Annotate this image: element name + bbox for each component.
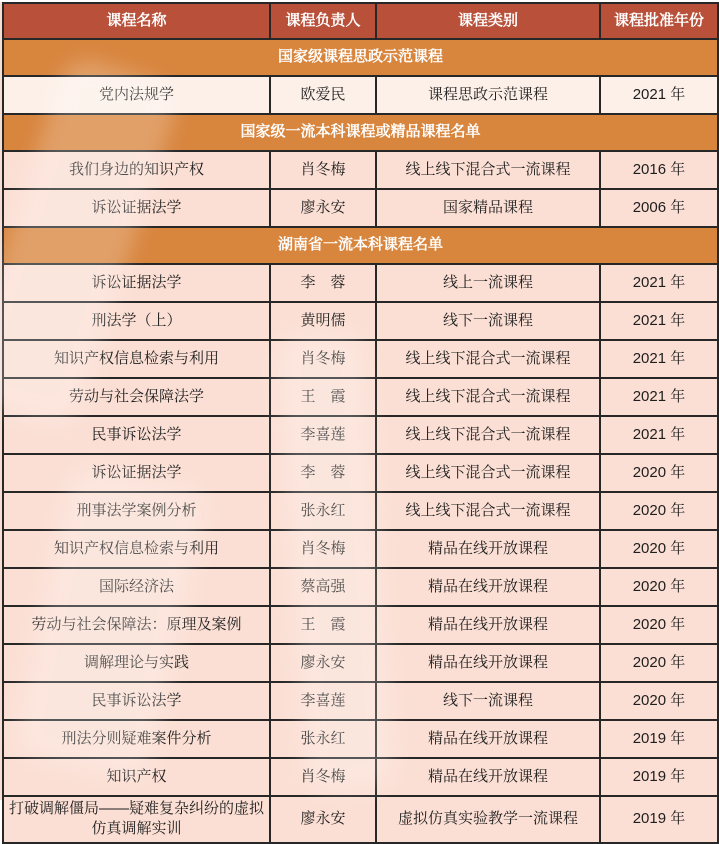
course-name-cell: 劳动与社会保障法：原理及案例 <box>3 606 270 644</box>
course-leader-cell: 欧爱民 <box>270 76 376 114</box>
section-title: 国家级课程思政示范课程 <box>3 39 718 76</box>
course-name-cell: 知识产权信息检索与利用 <box>3 340 270 378</box>
section-title: 国家级一流本科课程或精品课程名单 <box>3 114 718 151</box>
table-row <box>3 682 718 720</box>
course-leader-cell: 肖冬梅 <box>270 340 376 378</box>
approval-year-cell: 2021 年 <box>600 76 718 114</box>
course-category-cell: 线下一流课程 <box>376 682 600 720</box>
table-row <box>3 302 718 340</box>
column-header-1: 课程负责人 <box>270 3 376 39</box>
course-leader-cell: 蔡高强 <box>270 568 376 606</box>
course-category-cell: 课程思政示范课程 <box>376 76 600 114</box>
approval-year-cell: 2021 年 <box>600 302 718 340</box>
course-category-cell: 线上线下混合式一流课程 <box>376 416 600 454</box>
course-name-cell: 国际经济法 <box>3 568 270 606</box>
table-row <box>3 606 718 644</box>
table-row <box>3 644 718 682</box>
table-row <box>3 492 718 530</box>
course-name-cell: 调解理论与实践 <box>3 644 270 682</box>
course-leader-cell: 廖永安 <box>270 189 376 227</box>
course-leader-cell: 肖冬梅 <box>270 758 376 796</box>
approval-year-cell: 2021 年 <box>600 416 718 454</box>
course-leader-cell: 王 霞 <box>270 606 376 644</box>
course-category-cell: 线上线下混合式一流课程 <box>376 151 600 189</box>
section-header-row <box>3 227 718 264</box>
approval-year-cell: 2020 年 <box>600 606 718 644</box>
course-leader-cell: 李 蓉 <box>270 454 376 492</box>
approval-year-cell: 2021 年 <box>600 264 718 302</box>
approval-year-cell: 2020 年 <box>600 568 718 606</box>
course-leader-cell: 肖冬梅 <box>270 530 376 568</box>
header-row <box>3 3 718 39</box>
approval-year-cell: 2020 年 <box>600 454 718 492</box>
course-leader-cell: 张永红 <box>270 492 376 530</box>
course-name-cell: 知识产权信息检索与利用 <box>3 530 270 568</box>
table-row <box>3 189 718 227</box>
course-category-cell: 国家精品课程 <box>376 189 600 227</box>
table-row <box>3 568 718 606</box>
table-row <box>3 378 718 416</box>
approval-year-cell: 2006 年 <box>600 189 718 227</box>
course-category-cell: 线上线下混合式一流课程 <box>376 492 600 530</box>
course-leader-cell: 李 蓉 <box>270 264 376 302</box>
course-leader-cell: 廖永安 <box>270 644 376 682</box>
course-category-cell: 线上线下混合式一流课程 <box>376 378 600 416</box>
course-name-cell: 民事诉讼法学 <box>3 682 270 720</box>
course-name-cell: 刑事法学案例分析 <box>3 492 270 530</box>
course-category-cell: 线上线下混合式一流课程 <box>376 454 600 492</box>
section-header-row <box>3 39 718 76</box>
approval-year-cell: 2019 年 <box>600 758 718 796</box>
table-row <box>3 416 718 454</box>
course-name-cell: 诉讼证据法学 <box>3 454 270 492</box>
table-row <box>3 720 718 758</box>
course-name-cell: 我们身边的知识产权 <box>3 151 270 189</box>
course-name-cell: 刑法学（上） <box>3 302 270 340</box>
course-category-cell: 精品在线开放课程 <box>376 758 600 796</box>
course-name-cell: 诉讼证据法学 <box>3 189 270 227</box>
approval-year-cell: 2020 年 <box>600 644 718 682</box>
course-category-cell: 虚拟仿真实验教学一流课程 <box>376 796 600 843</box>
course-category-cell: 精品在线开放课程 <box>376 568 600 606</box>
column-header-2: 课程类别 <box>376 3 600 39</box>
course-leader-cell: 王 霞 <box>270 378 376 416</box>
course-category-cell: 线下一流课程 <box>376 302 600 340</box>
course-table <box>2 2 719 844</box>
table-row <box>3 530 718 568</box>
approval-year-cell: 2020 年 <box>600 530 718 568</box>
table-row <box>3 264 718 302</box>
course-name-cell: 党内法规学 <box>3 76 270 114</box>
approval-year-cell: 2020 年 <box>600 682 718 720</box>
course-name-cell: 民事诉讼法学 <box>3 416 270 454</box>
course-leader-cell: 廖永安 <box>270 796 376 843</box>
table-row <box>3 454 718 492</box>
approval-year-cell: 2021 年 <box>600 340 718 378</box>
column-header-0: 课程名称 <box>3 3 270 39</box>
approval-year-cell: 2016 年 <box>600 151 718 189</box>
course-category-cell: 线上线下混合式一流课程 <box>376 340 600 378</box>
table-row <box>3 796 718 843</box>
course-name-cell: 劳动与社会保障法学 <box>3 378 270 416</box>
course-category-cell: 线上一流课程 <box>376 264 600 302</box>
approval-year-cell: 2019 年 <box>600 796 718 843</box>
course-name-cell: 打破调解僵局——疑难复杂纠纷的虚拟仿真调解实训 <box>3 796 270 843</box>
course-name-cell: 刑法分则疑难案件分析 <box>3 720 270 758</box>
section-header-row <box>3 114 718 151</box>
course-leader-cell: 李喜莲 <box>270 416 376 454</box>
course-leader-cell: 李喜莲 <box>270 682 376 720</box>
course-category-cell: 精品在线开放课程 <box>376 720 600 758</box>
course-category-cell: 精品在线开放课程 <box>376 606 600 644</box>
course-category-cell: 精品在线开放课程 <box>376 644 600 682</box>
course-name-cell: 诉讼证据法学 <box>3 264 270 302</box>
course-category-cell: 精品在线开放课程 <box>376 530 600 568</box>
course-name-cell: 知识产权 <box>3 758 270 796</box>
table-row <box>3 340 718 378</box>
course-leader-cell: 张永红 <box>270 720 376 758</box>
approval-year-cell: 2020 年 <box>600 492 718 530</box>
approval-year-cell: 2019 年 <box>600 720 718 758</box>
course-leader-cell: 肖冬梅 <box>270 151 376 189</box>
table-row <box>3 758 718 796</box>
course-leader-cell: 黄明儒 <box>270 302 376 340</box>
course-list-page <box>0 2 715 838</box>
table-row <box>3 76 718 114</box>
column-header-3: 课程批准年份 <box>600 3 718 39</box>
table-row <box>3 151 718 189</box>
section-title: 湖南省一流本科课程名单 <box>3 227 718 264</box>
approval-year-cell: 2021 年 <box>600 378 718 416</box>
